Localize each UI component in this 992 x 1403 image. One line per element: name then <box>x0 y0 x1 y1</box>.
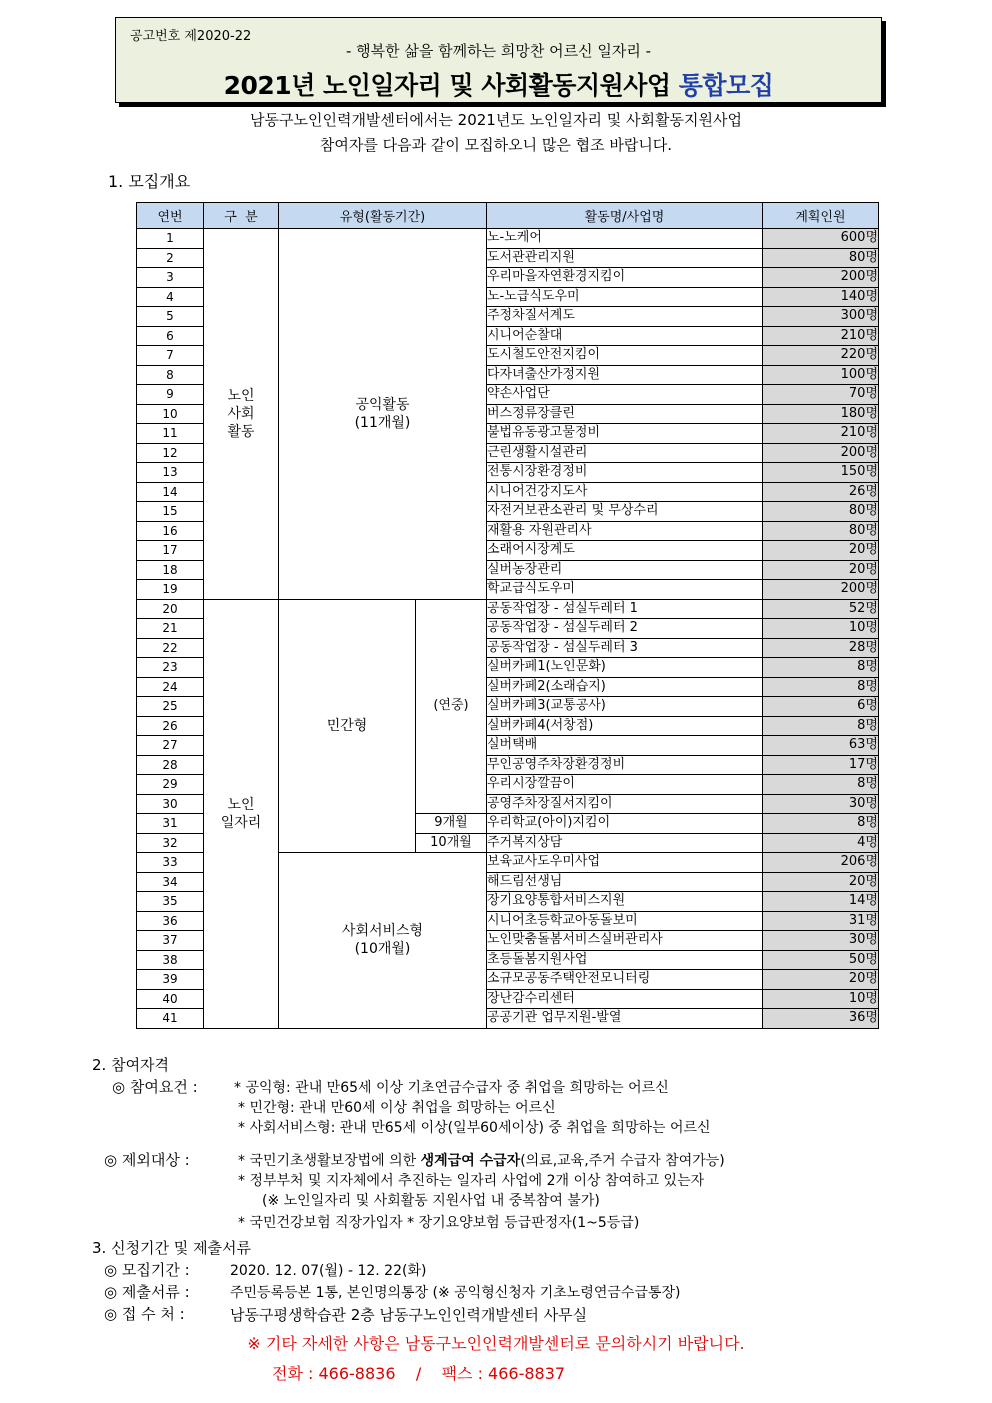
planned-count: 80명 <box>763 521 879 541</box>
activity-name: 실버카페4(서창점) <box>487 716 763 736</box>
exclusion-1-bold: 생계급여 수급자 <box>420 1153 521 1169</box>
activity-name: 시니어순찰대 <box>487 326 763 346</box>
type-private: 민간형 <box>279 599 416 853</box>
row-number: 18 <box>137 560 204 580</box>
planned-count: 14명 <box>763 892 879 912</box>
recruit-table <box>136 202 879 1029</box>
type-public: 공익활동 (11개월) <box>279 229 487 600</box>
row-number: 9 <box>137 385 204 405</box>
period-label: ◎ 모집기간 : <box>104 1261 190 1279</box>
col-header-count: 계획인원 <box>763 203 879 229</box>
row-number: 14 <box>137 482 204 502</box>
row-number: 2 <box>137 248 204 268</box>
planned-count: 300명 <box>763 307 879 327</box>
row-number: 28 <box>137 755 204 775</box>
planned-count: 8명 <box>763 658 879 678</box>
period-ten-months: 10개월 <box>416 833 487 853</box>
exclusion-1 <box>238 1150 725 1170</box>
planned-count: 140명 <box>763 287 879 307</box>
activity-name: 무인공영주차장환경정비 <box>487 755 763 775</box>
activity-name: 시니어초등학교아동돌보미 <box>487 911 763 931</box>
activity-name: 보육교사도우미사업 <box>487 853 763 873</box>
row-number: 23 <box>137 658 204 678</box>
row-number: 3 <box>137 268 204 288</box>
row-number: 38 <box>137 950 204 970</box>
group-senior-job: 노인 일자리 <box>204 599 279 1028</box>
row-number: 41 <box>137 1009 204 1029</box>
row-number: 16 <box>137 521 204 541</box>
section-1-title: 1. 모집개요 <box>108 172 191 191</box>
planned-count: 17명 <box>763 755 879 775</box>
activity-name: 실버농장관리 <box>487 560 763 580</box>
planned-count: 8명 <box>763 814 879 834</box>
col-header-category: 구 분 <box>204 203 279 229</box>
row-number: 7 <box>137 346 204 366</box>
planned-count: 20명 <box>763 970 879 990</box>
planned-count: 80명 <box>763 502 879 522</box>
section-3-title: 3. 신청기간 및 제출서류 <box>92 1239 252 1257</box>
planned-count: 180명 <box>763 404 879 424</box>
row-number: 8 <box>137 365 204 385</box>
intro-line-1: 남동구노인인력개발센터에서는 2021년도 노인일자리 및 사회활동지원사업 <box>250 111 742 129</box>
docs-label: ◎ 제출서류 : <box>104 1283 190 1301</box>
exclusion-3: (※ 노인일자리 및 사회활동 지원사업 내 중복참여 불가) <box>262 1193 600 1209</box>
row-number: 20 <box>137 599 204 619</box>
row-number: 35 <box>137 892 204 912</box>
planned-count: 6명 <box>763 697 879 717</box>
activity-name: 다자녀출산가정지원 <box>487 365 763 385</box>
table-header-row <box>137 203 879 229</box>
row-number: 30 <box>137 794 204 814</box>
planned-count: 20명 <box>763 560 879 580</box>
planned-count: 600명 <box>763 229 879 249</box>
row-number: 1 <box>137 229 204 249</box>
activity-name: 우리학교(아이)지킴이 <box>487 814 763 834</box>
exclusion-label: ◎ 제외대상 : <box>104 1151 190 1169</box>
planned-count: 8명 <box>763 716 879 736</box>
activity-name: 전통시장환경정비 <box>487 463 763 483</box>
planned-count: 210명 <box>763 326 879 346</box>
footer-contact: 전화 : 466-8836 / 팩스 : 466-8837 <box>272 1364 566 1383</box>
row-number: 15 <box>137 502 204 522</box>
row-number: 21 <box>137 619 204 639</box>
col-header-type: 유형(활동기간) <box>279 203 487 229</box>
row-number: 27 <box>137 736 204 756</box>
activity-name: 우리마을자연환경지킴이 <box>487 268 763 288</box>
planned-count: 100명 <box>763 365 879 385</box>
row-number: 22 <box>137 638 204 658</box>
row-number: 11 <box>137 424 204 444</box>
exclusion-2: * 정부부처 및 지자체에서 추진하는 일자리 사업에 2개 이상 참여하고 있는자 <box>238 1173 705 1189</box>
planned-count: 31명 <box>763 911 879 931</box>
activity-name: 장난감수리센터 <box>487 989 763 1009</box>
col-header-activity: 활동명/사업명 <box>487 203 763 229</box>
activity-name: 실버카페1(노인문화) <box>487 658 763 678</box>
req-3: * 사회서비스형: 관내 만65세 이상(일부60세이상) 중 취업을 희망하는 어르신 <box>238 1120 711 1136</box>
activity-name: 도서관관리지원 <box>487 248 763 268</box>
title-highlight: 통합모집 <box>678 71 774 100</box>
planned-count: 10명 <box>763 989 879 1009</box>
row-number: 10 <box>137 404 204 424</box>
activity-name: 실버카페2(소래습지) <box>487 677 763 697</box>
planned-count: 30명 <box>763 931 879 951</box>
activity-name: 우리시장깔끔이 <box>487 775 763 795</box>
planned-count: 200명 <box>763 268 879 288</box>
intro <box>0 108 992 158</box>
activity-name: 초등돌봄지원사업 <box>487 950 763 970</box>
row-number: 25 <box>137 697 204 717</box>
activity-name: 학교급식도우미 <box>487 580 763 600</box>
planned-count: 20명 <box>763 872 879 892</box>
planned-count: 63명 <box>763 736 879 756</box>
planned-count: 4명 <box>763 833 879 853</box>
notice-number: 공고번호 제2020-22 <box>130 29 252 44</box>
row-number: 5 <box>137 307 204 327</box>
activity-name: 노-노케어 <box>487 229 763 249</box>
planned-count: 206명 <box>763 853 879 873</box>
planned-count: 28명 <box>763 638 879 658</box>
docs-value: 주민등록등본 1통, 본인명의통장 (※ 공익형신청자 기초노령연금수급통장) <box>230 1285 681 1301</box>
activity-name: 주정차질서계도 <box>487 307 763 327</box>
row-number: 31 <box>137 814 204 834</box>
row-number: 40 <box>137 989 204 1009</box>
activity-name: 자전거보관소관리 및 무상수리 <box>487 502 763 522</box>
planned-count: 80명 <box>763 248 879 268</box>
planned-count: 52명 <box>763 599 879 619</box>
activity-name: 장기요양통합서비스지원 <box>487 892 763 912</box>
row-number: 39 <box>137 970 204 990</box>
planned-count: 8명 <box>763 775 879 795</box>
activity-name: 소래어시장계도 <box>487 541 763 561</box>
intro-line-2: 참여자를 다음과 같이 모집하오니 많은 협조 바랍니다. <box>319 136 673 154</box>
section-2-title: 2. 참여자격 <box>92 1056 170 1074</box>
title-main: 2021년 노인일자리 및 사회활동지원사업 <box>223 71 679 100</box>
row-number: 24 <box>137 677 204 697</box>
page-title <box>116 66 881 102</box>
table-row <box>137 229 879 249</box>
req-label: ◎ 참여요건 : <box>112 1078 198 1096</box>
activity-name: 노-노급식도우미 <box>487 287 763 307</box>
activity-name: 버스정류장클린 <box>487 404 763 424</box>
activity-name: 근린생활시설관리 <box>487 443 763 463</box>
activity-name: 실버택배 <box>487 736 763 756</box>
planned-count: 200명 <box>763 443 879 463</box>
activity-name: 해드림선생님 <box>487 872 763 892</box>
row-number: 6 <box>137 326 204 346</box>
group-senior-social: 노인 사회 활동 <box>204 229 279 600</box>
planned-count: 210명 <box>763 424 879 444</box>
planned-count: 30명 <box>763 794 879 814</box>
header-box <box>115 17 882 103</box>
activity-name: 불법유동광고물정비 <box>487 424 763 444</box>
exclusion-4: * 국민건강보험 직장가입자 * 장기요양보험 등급판정자(1~5등급) <box>238 1215 640 1231</box>
row-number: 33 <box>137 853 204 873</box>
footer-notice: ※ 기타 자세한 사항은 남동구노인인력개발센터로 문의하시기 바랍니다. <box>247 1334 745 1353</box>
row-number: 12 <box>137 443 204 463</box>
row-number: 19 <box>137 580 204 600</box>
row-number: 26 <box>137 716 204 736</box>
activity-name: 약손사업단 <box>487 385 763 405</box>
activity-name: 공영주차장질서지킴이 <box>487 794 763 814</box>
planned-count: 20명 <box>763 541 879 561</box>
row-number: 36 <box>137 911 204 931</box>
col-header-no: 연번 <box>137 203 204 229</box>
row-number: 32 <box>137 833 204 853</box>
place-value: 남동구평생학습관 2층 남동구노인인력개발센터 사무실 <box>230 1306 588 1324</box>
row-number: 34 <box>137 872 204 892</box>
activity-name: 소규모공동주택안전모니터링 <box>487 970 763 990</box>
place-label: ◎ 접 수 처 : <box>104 1305 185 1323</box>
activity-name: 공공기관 업무지원-발열 <box>487 1009 763 1029</box>
table-row <box>137 599 879 619</box>
activity-name: 공동작업장 - 섬실두레터 2 <box>487 619 763 639</box>
activity-name: 시니어건강지도사 <box>487 482 763 502</box>
row-number: 13 <box>137 463 204 483</box>
planned-count: 26명 <box>763 482 879 502</box>
planned-count: 70명 <box>763 385 879 405</box>
row-number: 17 <box>137 541 204 561</box>
activity-name: 주거복지상담 <box>487 833 763 853</box>
period-nine-months: 9개월 <box>416 814 487 834</box>
row-number: 4 <box>137 287 204 307</box>
exclusion-1-post: (의료,교육,주거 수급자 참여가능) <box>520 1153 725 1169</box>
req-1: * 공익형: 관내 만65세 이상 기초연금수급자 중 취업을 희망하는 어르신 <box>234 1080 669 1096</box>
planned-count: 8명 <box>763 677 879 697</box>
type-social-service: 사회서비스형 (10개월) <box>279 853 487 1029</box>
activity-name: 공동작업장 - 섬실두레터 3 <box>487 638 763 658</box>
planned-count: 36명 <box>763 1009 879 1029</box>
activity-name: 재활용 자원관리사 <box>487 521 763 541</box>
row-number: 29 <box>137 775 204 795</box>
planned-count: 150명 <box>763 463 879 483</box>
planned-count: 200명 <box>763 580 879 600</box>
slogan: - 행복한 삶을 함께하는 희망찬 어르신 일자리 - <box>345 42 652 60</box>
planned-count: 220명 <box>763 346 879 366</box>
activity-name: 공동작업장 - 섬실두레터 1 <box>487 599 763 619</box>
planned-count: 50명 <box>763 950 879 970</box>
activity-name: 노인맞춤돌봄서비스실버관리사 <box>487 931 763 951</box>
period-yearround: (연중) <box>416 599 487 814</box>
planned-count: 10명 <box>763 619 879 639</box>
row-number: 37 <box>137 931 204 951</box>
activity-name: 실버카페3(교통공사) <box>487 697 763 717</box>
activity-name: 도시철도안전지킴이 <box>487 346 763 366</box>
period-value: 2020. 12. 07(월) - 12. 22(화) <box>230 1263 427 1279</box>
req-2: * 민간형: 관내 만60세 이상 취업을 희망하는 어르신 <box>238 1100 556 1116</box>
exclusion-1-pre: * 국민기초생활보장법에 의한 <box>238 1153 421 1169</box>
